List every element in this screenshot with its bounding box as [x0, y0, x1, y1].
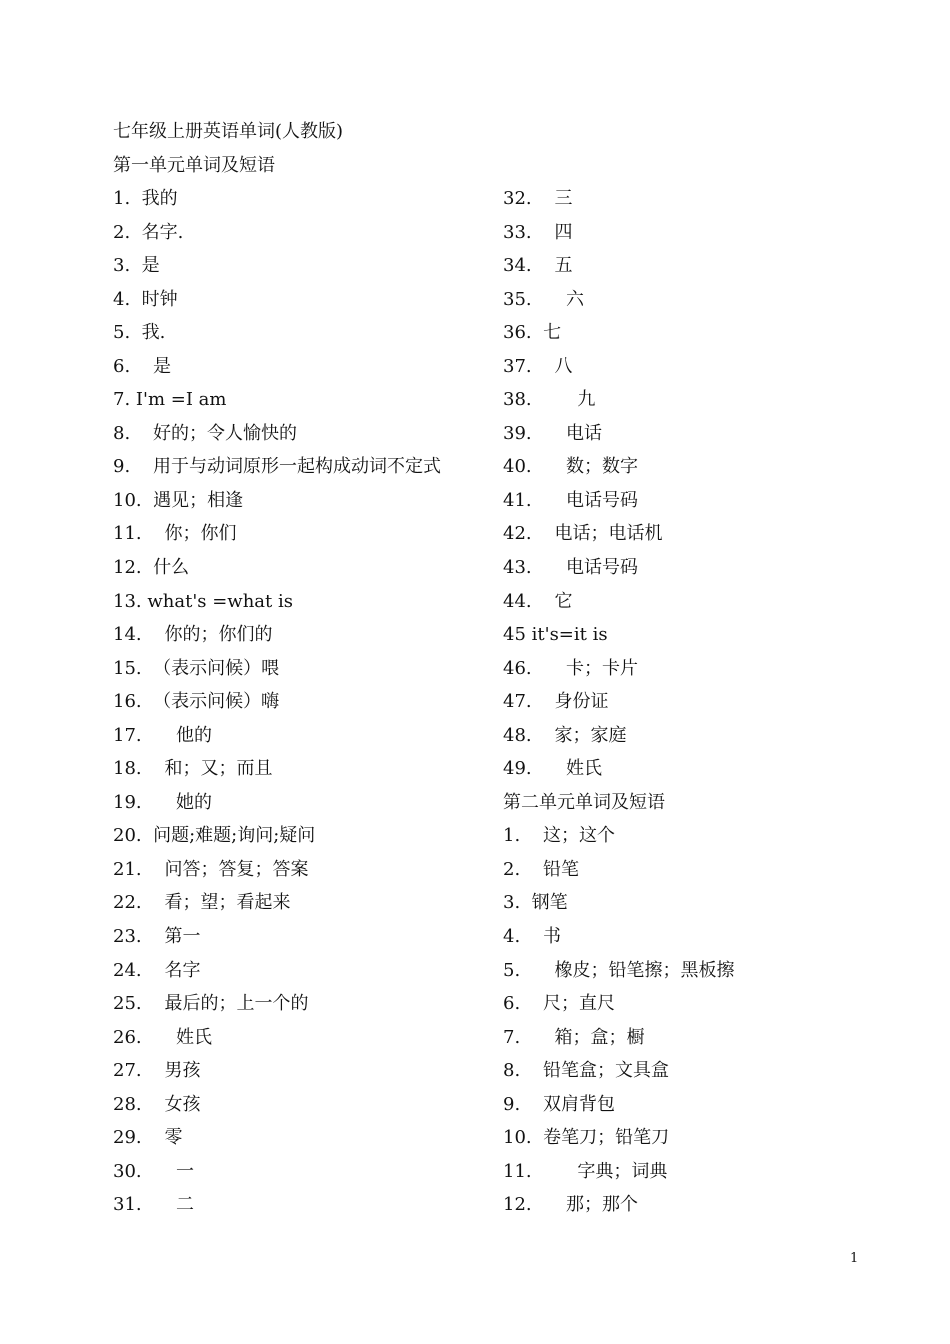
vocab-item: 25. 最后的；上一个的 — [113, 993, 309, 1015]
vocab-item: 30. 一 — [113, 1160, 194, 1182]
vocab-item: 11. 字典；词典 — [503, 1160, 668, 1182]
vocab-item: 9. 用于与动词原形一起构成动词不定式 — [113, 456, 442, 478]
vocab-item: 18. 和；又；而且 — [113, 758, 273, 780]
vocab-item: 31. 二 — [113, 1194, 194, 1216]
vocab-item: 22. 看；望；看起来 — [113, 892, 291, 914]
vocab-item: 45 it's=it is — [503, 624, 608, 646]
vocab-item: 28. 女孩 — [113, 1093, 201, 1115]
vocab-item: 6. 是 — [113, 355, 172, 377]
vocab-item: 5. 我. — [113, 322, 166, 344]
vocab-column-left — [113, 186, 493, 1226]
document-title: 七年级上册英语单词(人教版) — [113, 121, 344, 142]
vocab-item: 9. 双肩背包 — [503, 1093, 616, 1115]
vocab-item: 5. 橡皮；铅笔擦；黑板擦 — [503, 959, 735, 981]
page-number: 1 — [850, 1251, 859, 1266]
vocab-item: 2. 铅笔 — [503, 858, 580, 880]
vocab-item: 42. 电话；电话机 — [503, 523, 663, 545]
vocab-item: 2. 名字. — [113, 221, 184, 243]
vocab-item: 39. 电话 — [503, 422, 602, 444]
vocab-item: 17. 他的 — [113, 724, 212, 746]
vocab-item: 43. 电话号码 — [503, 557, 638, 579]
vocab-item: 26. 姓氏 — [113, 1026, 212, 1048]
vocab-item: 3. 是 — [113, 255, 160, 277]
vocab-item: 13. what's =what is — [113, 590, 293, 612]
vocab-item: 7. 箱；盒；橱 — [503, 1026, 645, 1048]
vocab-item: 11. 你；你们 — [113, 523, 237, 545]
vocab-item: 1. 我的 — [113, 188, 178, 209]
vocab-item: 4. 时钟 — [113, 288, 178, 310]
vocab-item: 49. 姓氏 — [503, 758, 602, 780]
vocab-item: 16. （表示问候）嗨 — [113, 691, 280, 713]
vocab-item: 1. 这；这个 — [503, 825, 616, 847]
vocab-item: 7. I'm =I am — [113, 389, 227, 411]
vocab-item: 24. 名字 — [113, 959, 201, 981]
vocab-item: 19. 她的 — [113, 791, 212, 813]
vocab-item: 12. 那；那个 — [503, 1194, 638, 1216]
vocab-item: 27. 男孩 — [113, 1060, 201, 1082]
vocab-item: 34. 五 — [503, 255, 573, 277]
vocab-item: 29. 零 — [113, 1127, 183, 1149]
vocab-item: 10. 遇见；相逢 — [113, 489, 244, 511]
vocab-item: 35. 六 — [503, 288, 584, 310]
vocab-item: 46. 卡；卡片 — [503, 657, 638, 679]
vocab-column-right — [503, 186, 883, 1226]
vocab-item: 21. 问答；答复；答案 — [113, 858, 309, 880]
vocab-item: 32. 三 — [503, 188, 573, 209]
vocab-item: 10. 卷笔刀；铅笔刀 — [503, 1127, 670, 1149]
vocab-item: 14. 你的；你们的 — [113, 624, 273, 646]
vocab-item: 37. 八 — [503, 355, 573, 377]
vocab-item: 4. 书 — [503, 926, 562, 948]
unit1-heading: 第一单元单词及短语 — [113, 155, 275, 176]
vocab-item: 48. 家；家庭 — [503, 724, 627, 746]
vocab-item: 23. 第一 — [113, 926, 201, 948]
vocab-item: 33. 四 — [503, 221, 573, 243]
vocab-item: 44. 它 — [503, 590, 573, 612]
vocab-item: 36. 七 — [503, 322, 562, 344]
vocab-item: 47. 身份证 — [503, 691, 609, 713]
vocab-item: 12. 什么 — [113, 557, 190, 579]
vocab-item: 8. 铅笔盒；文具盒 — [503, 1060, 670, 1082]
vocab-item: 15. （表示问候）喂 — [113, 657, 280, 679]
vocab-item: 20. 问题;难题;询问;疑问 — [113, 825, 316, 847]
unit2-heading: 第二单元单词及短语 — [503, 791, 665, 813]
vocab-item: 38. 九 — [503, 389, 596, 411]
vocab-item: 8. 好的；令人愉快的 — [113, 422, 298, 444]
vocab-item: 41. 电话号码 — [503, 489, 638, 511]
vocab-item: 6. 尺；直尺 — [503, 993, 616, 1015]
vocab-item: 40. 数；数字 — [503, 456, 638, 478]
vocab-item: 3. 钢笔 — [503, 892, 568, 914]
